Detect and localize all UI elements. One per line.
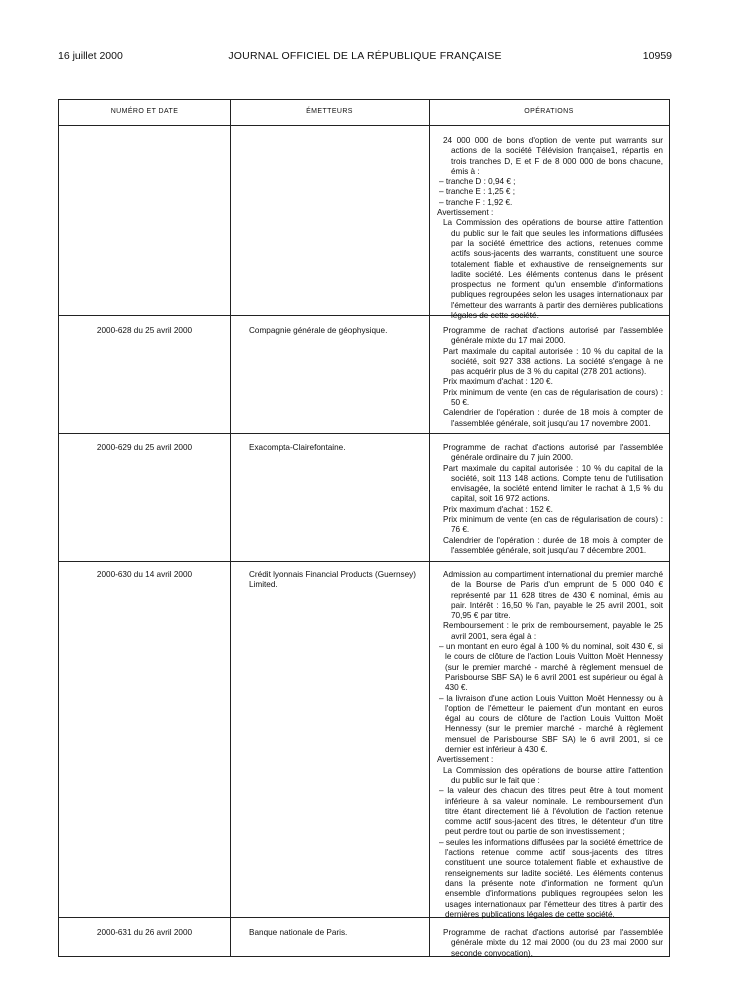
emetteur-cell: Crédit lyonnais Financial Products (Guernsey) Limited. xyxy=(249,570,417,590)
operation-line: Calendrier de l'opération : durée de 18 mois à compter de l'assemblée générale, soit jusqu'au 17 novembre 2001. xyxy=(443,408,663,428)
operation-line: Part maximale du capital autorisée : 10 % du capital de la société, soit 927 338 actions. La société s'engage à ne pas acquérir plus de 3 % du capital (278 201 actions). xyxy=(443,346,663,377)
operation-line: Prix maximum d'achat : 120 €. xyxy=(443,377,553,387)
operation-line: Calendrier de l'opération : durée de 18 mois à compter de l'assemblée générale, soit jusqu'au 7 décembre 2001. xyxy=(443,535,663,555)
operations-cell xyxy=(437,570,663,920)
page-number: 10959 xyxy=(642,50,672,62)
operation-line: Prix minimum de vente (en cas de régularisation de cours) : 50 €. xyxy=(443,387,663,408)
operation-line: Remboursement : le prix de remboursement, payable le 25 avril 2001, sera égal à : xyxy=(443,621,663,641)
emetteur-cell: Exacompta-Clairefontaine. xyxy=(249,443,346,452)
numero-date-cell: 2000-629 du 25 avril 2000 xyxy=(96,443,193,452)
column-divider xyxy=(429,100,430,956)
numero-date-cell: 2000-630 du 14 avril 2000 xyxy=(96,570,193,579)
numero-date-cell: 2000-631 du 26 avril 2000 xyxy=(96,928,193,937)
operation-line: La Commission des opérations de bourse attire l'attention du public sur le fait que : xyxy=(443,765,663,785)
operation-line: 24 000 000 de bons d'option de vente put warrants sur actions de la société Télévision française1, répartis en trois tranches D, E et F de 8 000 000 de bons chacune, émis à : xyxy=(443,136,663,176)
operation-line: Programme de rachat d'actions autorisé par l'assemblée générale mixte du 12 mai 2000 (ou du 23 mai 2000 sur seconde convocation). xyxy=(443,928,663,958)
header-date: 16 juillet 2000 xyxy=(58,50,123,62)
operation-line: Part maximale du capital autorisée : 10 % du capital de la société, soit 113 148 actions. Compte tenu de l'utilisation envisagée, la société entend limiter le rachat à 1,5 % du capital, soit 16 972 actions. xyxy=(443,463,663,504)
column-divider xyxy=(230,100,231,956)
operation-line: – la livraison d'une action Louis Vuitton Moët Hennessy ou à l'option de l'émetteur le paiement d'un montant en euros égal au cours de clôture de l'action Louis Vuitton Moët Hennessy (sur le premier marché - marché à règlement mensuel de Parisbourse SBF SA) le 6 avril 2001, si ce dernier est inférieur à 430 €. xyxy=(439,693,663,755)
operations-cell xyxy=(437,928,663,959)
operation-line: Prix minimum de vente (en cas de régularisation de cours) : 76 €. xyxy=(443,515,663,535)
row-divider xyxy=(59,125,669,126)
operation-line: Admission au compartiment international du premier marché de la Bourse de Paris d'un emprunt de 5 000 040 € représenté par 11 628 titres de 430 € nominal, émis au pair. Intérêt : 16,50 % l'an, payable le 25 avril 2001, soit 70,95 € par titre. xyxy=(443,570,663,621)
operation-line: – la valeur des chacun des titres peut être à tout moment inférieure à sa valeur nominale. Le remboursement d'un titre étant directement lié à l'évolution de l'action retenue comme actif sous-jacent des titres, le détenteur d'un titre peut perdre tout ou partie de son investissement ; xyxy=(439,786,663,837)
operation-line: – tranche E : 1,25 € ; xyxy=(439,187,516,197)
operation-line: Programme de rachat d'actions autorisé par l'assemblée générale mixte du 17 mai 2000. xyxy=(443,326,663,346)
operations-cell xyxy=(437,326,663,429)
operation-line: Avertissement : xyxy=(437,208,494,218)
operation-line: Programme de rachat d'actions autorisé par l'assemblée générale ordinaire du 7 juin 2000. xyxy=(443,443,663,463)
column-header-operations: OPÉRATIONS xyxy=(524,108,574,115)
operations-table xyxy=(58,99,670,957)
numero-date-cell: 2000-628 du 25 avril 2000 xyxy=(96,326,193,335)
operation-line: – seules les informations diffusées par la société émettrice de l'actions retenue comme actif sous-jacents des titres constituent une source totalement fiable et exhaustive de renseignements sur ladite société. Les éléments contenus dans la présente note d'information ne forment qu'un ensemble d'informations publiques regroupées selon les usages internationaux par l'émetteur des titres à partir des dernières publications légales de cette société. xyxy=(439,837,663,919)
operation-line: – un montant en euro égal à 100 % du nominal, soit 430 €, si le cours de clôture de l'action Louis Vuitton Moët Hennessy (sur le premier marché - marché à règlement mensuel de Parisbourse SBF SA) le 6 avril 2001 est supérieur ou égal à 430 €. xyxy=(439,642,663,693)
column-header-numero: NUMÉRO ET DATE xyxy=(110,108,179,115)
emetteur-cell: Compagnie générale de géophysique. xyxy=(249,326,388,335)
row-divider xyxy=(59,433,669,434)
column-header-emetteurs: ÉMETTEURS xyxy=(306,108,353,115)
operation-line: – tranche F : 1,92 €. xyxy=(439,197,513,207)
operation-line: La Commission des opérations de bourse attire l'attention du public sur le fait que seules les informations diffusées par la société émettrice des actions, retenues comme actifs sous-jacents des warrants, constituent une source totalement fiable et exhaustive de renseignements sur ladite société. Les éléments contenus dans le présent prospectus ne forment qu'un ensemble d'informations publiques regroupées selon les usages internationaux par l'émetteur des warrants à partir des dernières publications légales de cette société. xyxy=(443,218,663,321)
operation-line: Avertissement : xyxy=(437,755,494,765)
emetteur-cell: Banque nationale de Paris. xyxy=(249,928,348,937)
operations-cell xyxy=(437,136,663,321)
operation-line: – tranche D : 0,94 € ; xyxy=(439,177,516,187)
row-divider xyxy=(59,561,669,562)
journal-title: JOURNAL OFFICIEL DE LA RÉPUBLIQUE FRANÇAISE xyxy=(228,50,502,62)
operations-cell xyxy=(437,443,663,556)
page-header xyxy=(58,50,672,64)
operation-line: Prix maximum d'achat : 152 €. xyxy=(443,504,553,514)
